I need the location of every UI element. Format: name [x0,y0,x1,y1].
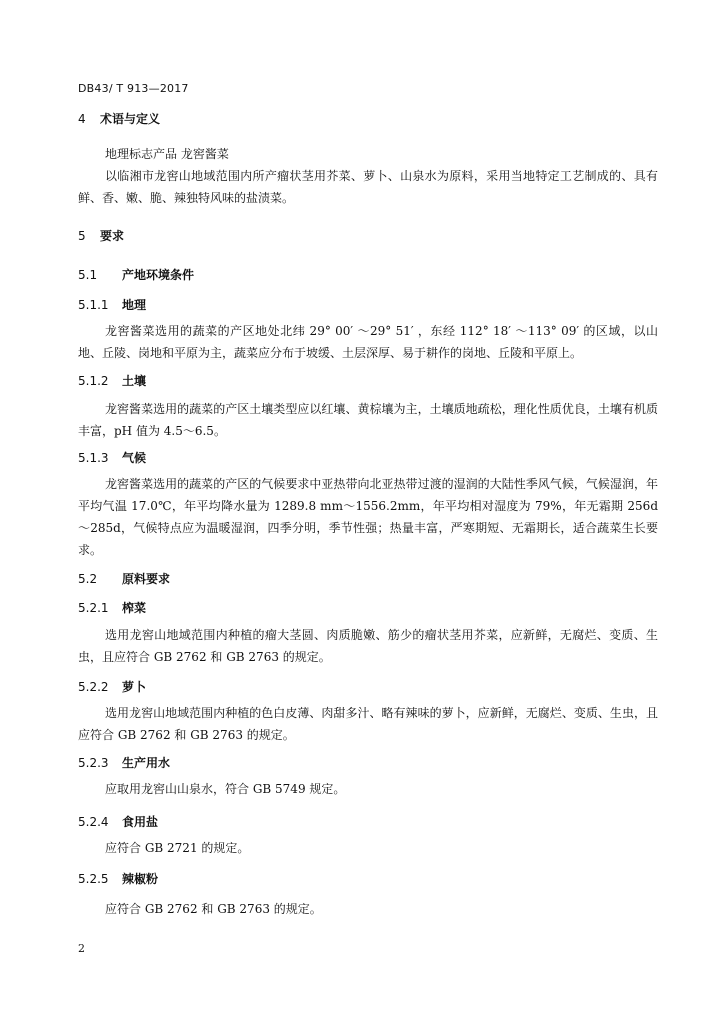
paragraph-climate: 龙窖酱菜选用的蔬菜的产区的气候要求中亚热带向北亚热带过渡的湿润的大陆性季风气候，气候湿润，年平均气温 17.0℃，年平均降水量为 1289.8 mm～1556.2mm，年平均相对湿度为 79%，年无霜期 256d～285d，气候特点应为温暖湿润，四季分明，季节性强；热量丰富，严寒期短、无霜期长，适合蔬菜生长要求。 [78,477,658,557]
section-title: 土壤 [122,374,147,388]
section-number: 5.2 [78,572,98,586]
standard-code-header: DB43/ T 913—2017 [78,82,189,95]
section-number: 5.1.2 [78,374,109,388]
section-5-2-2-heading [78,678,146,695]
section-number: 5.2.4 [78,815,109,829]
section-title: 榨菜 [122,601,147,615]
term-title: 地理标志产品 龙窖酱菜 [105,147,229,161]
section-5-1-2-heading [78,372,146,389]
paragraph-geography: 龙窖酱菜选用的蔬菜的产区地处北纬 29° 00′ ～29° 51′ ，东经 112° 18′ ～113° 09′ 的区域，以山地、丘陵、岗地和平原为主，蔬菜应分布于坡缓、土层深厚、易于耕作的岗地、丘陵和平原上。 [78,324,658,360]
section-number: 5 [78,229,86,243]
section-number: 5.2.2 [78,680,109,694]
paragraph-mustard: 选用龙窖山地域范围内种植的瘤大茎圆、肉质脆嫩、筋少的瘤状茎用芥菜，应新鲜，无腐烂、变质、生虫，且应符合 GB 2762 和 GB 2763 的规定。 [78,628,658,664]
section-title: 地理 [122,298,147,312]
paragraph-water: 应取用龙窖山山泉水，符合 GB 5749 规定。 [105,782,346,796]
section-5-1-1-heading [78,296,146,313]
section-5-heading [78,227,124,244]
section-title: 食用盐 [122,815,159,829]
section-title: 要求 [100,229,125,243]
section-5-1-heading [78,266,194,283]
paragraph-soil: 龙窖酱菜选用的蔬菜的产区土壤类型应以红壤、黄棕壤为主，土壤质地疏松，理化性质优良，土壤有机质丰富，pH 值为 4.5～6.5。 [78,402,658,438]
section-5-2-4-heading [78,813,158,830]
section-title: 产地环境条件 [122,268,195,282]
section-title: 术语与定义 [100,112,161,126]
section-number: 5.2.1 [78,601,109,615]
section-5-2-1-heading [78,599,146,616]
paragraph-salt: 应符合 GB 2721 的规定。 [105,841,250,855]
section-number: 4 [78,112,86,126]
section-number: 5.1.3 [78,451,109,465]
paragraph-chili-powder: 应符合 GB 2762 和 GB 2763 的规定。 [105,902,322,916]
section-title: 辣椒粉 [122,872,159,886]
page-number: 2 [78,942,85,955]
section-title: 气候 [122,451,147,465]
section-5-2-heading [78,570,170,587]
section-title: 萝卜 [122,680,147,694]
term-definition: 以临湘市龙窖山地域范围内所产瘤状茎用芥菜、萝卜、山泉水为原料，采用当地特定工艺制成的、具有鲜、香、嫩、脆、辣独特风味的盐渍菜。 [78,169,658,205]
paragraph-radish: 选用龙窖山地域范围内种植的色白皮薄、肉甜多汁、略有辣味的萝卜，应新鲜，无腐烂、变质、生虫，且应符合 GB 2762 和 GB 2763 的规定。 [78,706,658,742]
section-5-2-5-heading [78,870,158,887]
section-title: 生产用水 [122,756,171,770]
section-title: 原料要求 [122,572,171,586]
section-4-heading [78,110,160,127]
section-5-2-3-heading [78,754,170,771]
section-number: 5.1.1 [78,298,109,312]
section-5-1-3-heading [78,449,146,466]
section-number: 5.1 [78,268,98,282]
section-number: 5.2.5 [78,872,109,886]
section-number: 5.2.3 [78,756,109,770]
